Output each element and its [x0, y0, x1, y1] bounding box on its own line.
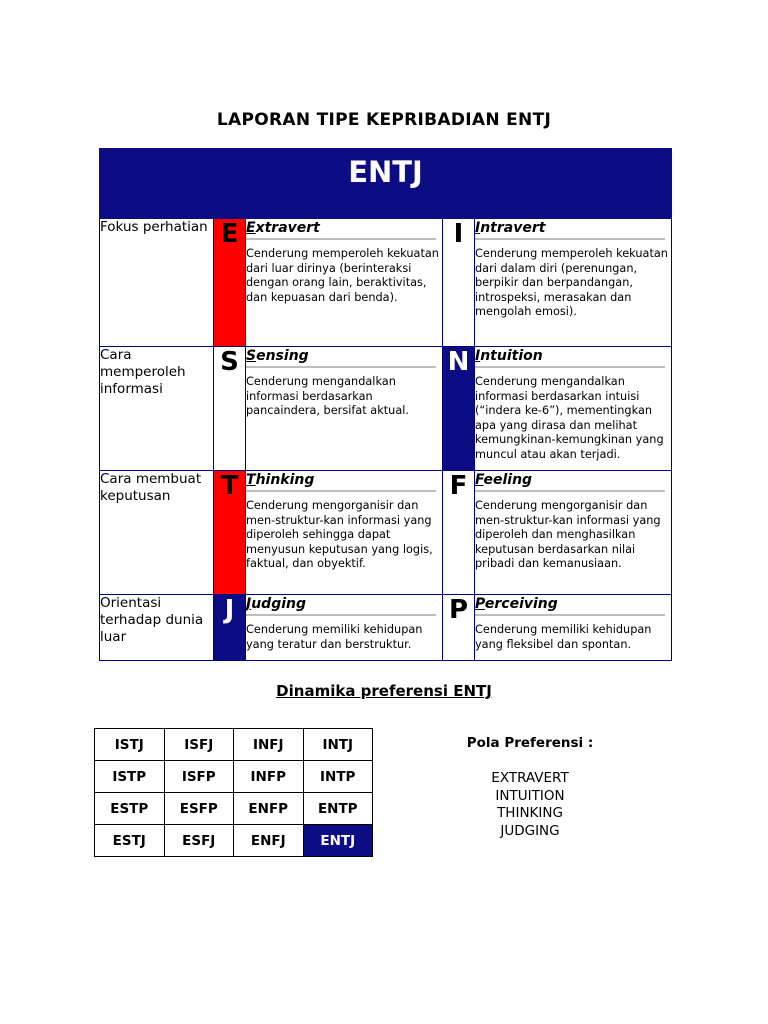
type-header: ENTJ — [100, 149, 672, 219]
preference-name-rest: ensing — [256, 348, 309, 364]
preference-description: Cenderung memiliki kehidupan yang fleksibel dan spontan. — [475, 623, 652, 651]
pola-item: EXTRAVERT — [491, 770, 569, 786]
preference-cell — [475, 471, 672, 595]
preference-name-rest: erceiving — [484, 596, 558, 612]
preference-description: Cenderung mengorganisir dan men-struktur-kan informasi yang diperoleh dan menghasilkan keputusan berdasarkan nilai pribadi dan kemanusiaan. — [475, 499, 661, 571]
preference-letter: S — [214, 347, 246, 471]
type-cell: ISFP — [164, 761, 234, 793]
type-cell: INTP — [303, 761, 373, 793]
personality-table — [99, 148, 672, 661]
type-grid-row — [95, 761, 373, 793]
type-cell: ISTJ — [95, 729, 165, 761]
preference-name — [246, 595, 442, 614]
preference-row — [100, 347, 672, 471]
preference-name-rest: udging — [251, 596, 307, 612]
preference-name-initial: I — [475, 220, 481, 236]
preference-name-initial: P — [475, 596, 485, 612]
preference-letter: E — [214, 219, 246, 347]
preference-letter: J — [214, 595, 246, 661]
type-cell: ISFJ — [164, 729, 234, 761]
preference-name-initial: T — [246, 472, 256, 488]
pola-item: INTUITION — [495, 787, 565, 804]
type-cell: ESFP — [164, 793, 234, 825]
preference-name — [475, 595, 671, 614]
dimension-label: Cara memperoleh informasi — [100, 347, 214, 471]
preference-letter: N — [443, 347, 475, 471]
preference-letter: T — [214, 471, 246, 595]
preference-name-rest: xtravert — [255, 220, 320, 236]
divider-line — [246, 614, 436, 616]
preference-cell — [475, 347, 672, 471]
preference-cell — [475, 595, 672, 661]
preference-name-initial: I — [475, 348, 481, 364]
preference-name — [475, 347, 671, 366]
dimension-label: Cara membuat keputusan — [100, 471, 214, 595]
pola-item: THINKING — [497, 805, 563, 821]
preference-cell — [246, 219, 443, 347]
divider-line — [246, 490, 436, 492]
type-cell: ENFP — [234, 793, 304, 825]
type-grid-row — [95, 825, 373, 857]
preference-letter: F — [443, 471, 475, 595]
dynamics-title: Dinamika preferensi ENTJ — [276, 682, 492, 700]
preference-letter: I — [443, 219, 475, 347]
divider-line — [475, 238, 665, 240]
preference-name — [246, 347, 442, 366]
type-cell: ESTJ — [95, 825, 165, 857]
preference-name-rest: ntuition — [480, 348, 543, 364]
preference-description: Cenderung memiliki kehidupan yang teratur dan berstruktur. — [246, 623, 423, 651]
preference-row — [100, 595, 672, 661]
type-grid-row — [95, 729, 373, 761]
preference-name-initial: S — [246, 348, 257, 364]
type-cell: ESTP — [95, 793, 165, 825]
divider-line — [475, 614, 665, 616]
preference-name — [475, 219, 671, 238]
type-cell: INTJ — [303, 729, 373, 761]
preference-name — [246, 219, 442, 238]
preference-cell — [246, 595, 443, 661]
preference-cell — [475, 219, 672, 347]
preference-description: Cenderung mengandalkan informasi berdasarkan pancaindera, bersifat aktual. — [246, 375, 409, 418]
pola-preferensi-title: Pola Preferensi : — [466, 735, 594, 751]
divider-line — [475, 366, 665, 368]
preference-row — [100, 471, 672, 595]
type-grid-row — [95, 793, 373, 825]
preference-description: Cenderung mengandalkan informasi berdasarkan intuisi (“indera ke-6”), mementingkan apa yang dirasa dan melihat kemungkinan-kemungkinan yang muncul atau akan terjadi. — [475, 375, 664, 461]
preference-name-rest: hinking — [255, 472, 315, 488]
type-cell: INFJ — [234, 729, 304, 761]
preference-name — [475, 471, 671, 490]
pola-item: JUDGING — [500, 822, 560, 839]
type-cell: ENFJ — [234, 825, 304, 857]
preference-description: Cenderung memperoleh kekuatan dari dalam diri (perenungan, berpikir dan berpandangan, introspeksi, merasakan dan mengolah emosi). — [475, 247, 668, 319]
divider-line — [475, 490, 665, 492]
pola-preferensi-list — [430, 770, 630, 840]
preference-description: Cenderung memperoleh kekuatan dari luar dirinya (berinteraksi dengan orang lain, beraktivitas, dan kepuasan dari benda). — [246, 247, 439, 304]
preference-name — [246, 471, 442, 490]
preference-name-initial: J — [246, 596, 252, 612]
type-cell: ENTJ — [303, 825, 373, 857]
type-cell: INFP — [234, 761, 304, 793]
dimension-label: Orientasi terhadap dunia luar — [100, 595, 214, 661]
type-grid — [94, 728, 373, 857]
divider-line — [246, 366, 436, 368]
preference-name-rest: ntravert — [480, 220, 546, 236]
divider-line — [246, 238, 436, 240]
type-cell: ISTP — [95, 761, 165, 793]
preference-name-initial: E — [246, 220, 256, 236]
preference-row — [100, 219, 672, 347]
preference-letter: P — [443, 595, 475, 661]
preference-name-initial: F — [475, 472, 484, 488]
preference-cell — [246, 471, 443, 595]
preference-name-rest: eeling — [483, 472, 533, 488]
type-cell: ENTP — [303, 793, 373, 825]
preference-cell — [246, 347, 443, 471]
dimension-label: Fokus perhatian — [100, 219, 214, 347]
type-cell: ESFJ — [164, 825, 234, 857]
report-title: LAPORAN TIPE KEPRIBADIAN ENTJ — [216, 110, 552, 130]
preference-description: Cenderung mengorganisir dan men-struktur-kan informasi yang diperoleh sehingga dapat menyusun keputusan yang logis, faktual, dan obyektif. — [246, 499, 433, 571]
